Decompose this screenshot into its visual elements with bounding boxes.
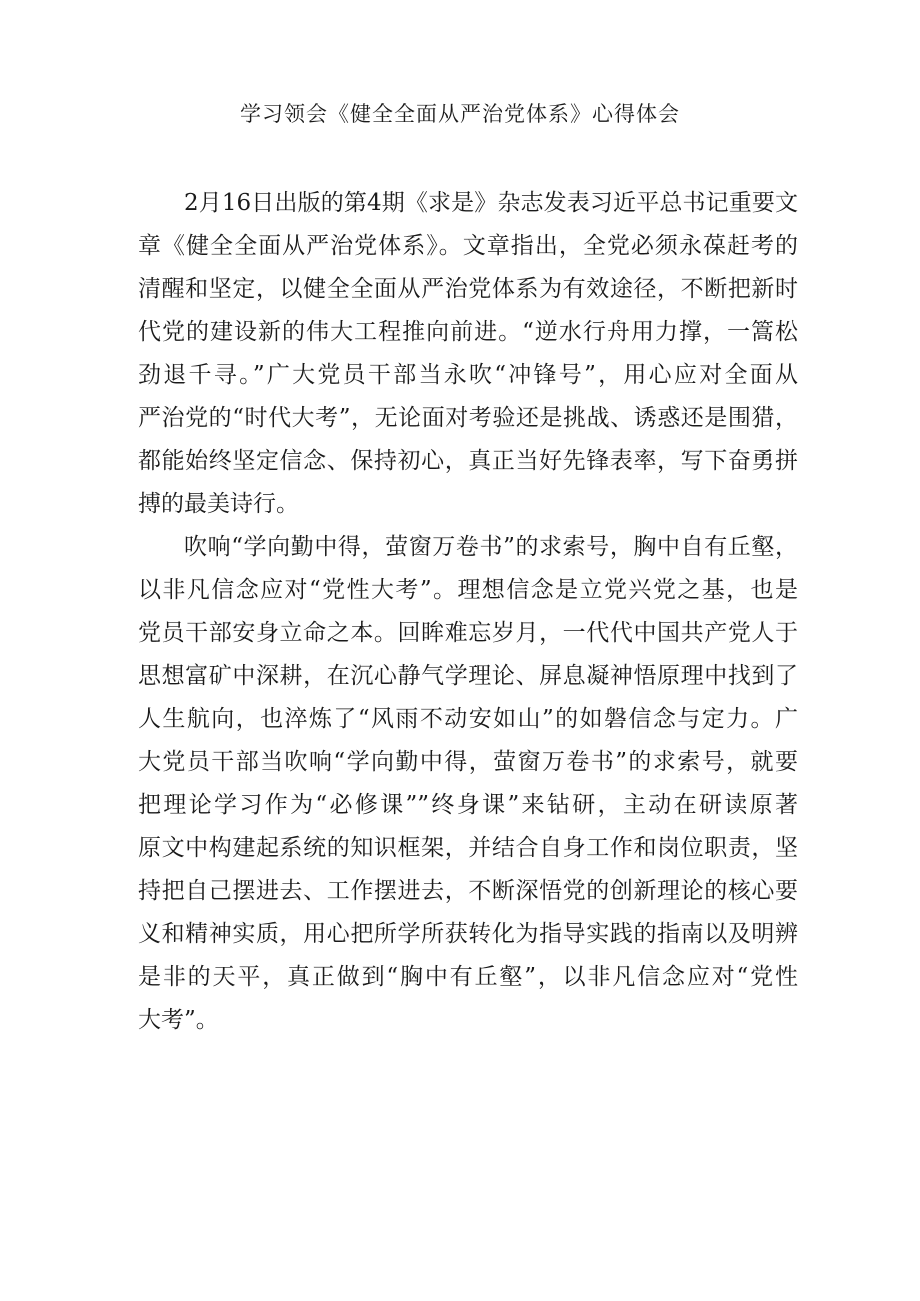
text-line: 以非凡信念应对“党性大考”。理想信念是立党兴党之基，也是 <box>138 577 798 603</box>
text-line: 原文中构建起系统的知识框架，并结合自身工作和岗位职责，坚 <box>138 835 798 861</box>
text-line: 都能始终坚定信念、保持初心，真正当好先锋表率，写下奋勇拼 <box>138 448 798 474</box>
text-line: 是非的天平，真正做到“胸中有丘壑”，以非凡信念应对“党性 <box>138 964 798 990</box>
text-line: 大考”。 <box>138 1007 219 1033</box>
text-line: 吹响“学向勤中得，萤窗万卷书”的求索号，胸中自有丘壑， <box>184 534 798 560</box>
text-line: 代党的建设新的伟大工程推向前进。“逆水行舟用力撑，一篙松 <box>138 319 798 345</box>
paragraph-1 <box>138 182 798 526</box>
text-line: 严治党的“时代大考”，无论面对考验还是挑战、诱惑还是围猎， <box>138 405 798 431</box>
text-line: 劲退千寻。”广大党员干部当永吹“冲锋号”，用心应对全面从 <box>138 362 798 388</box>
text-line: 党员干部安身立命之本。回眸难忘岁月，一代代中国共产党人于 <box>138 620 798 646</box>
text-line: 人生航向，也淬炼了“风雨不动安如山”的如磐信念与定力。广 <box>138 706 798 732</box>
text-line: 搏的最美诗行。 <box>138 491 299 517</box>
text-line: 大党员干部当吹响“学向勤中得，萤窗万卷书”的求索号，就要 <box>138 749 798 775</box>
text-line: 清醒和坚定，以健全全面从严治党体系为有效途径，不断把新时 <box>138 276 798 302</box>
document-title: 学习领会《健全全面从严治党体系》心得体会 <box>240 102 680 126</box>
text-line: 思想富矿中深耕，在沉心静气学理论、屏息凝神悟原理中找到了 <box>138 663 798 689</box>
text-line: 2月16日出版的第4期《求是》杂志发表习近平总书记重要文 <box>184 190 798 216</box>
text-line: 把理论学习作为“必修课””终身课”来钻研，主动在研读原著 <box>138 792 798 818</box>
paragraph-2 <box>138 526 798 1042</box>
text-line: 持把自己摆进去、工作摆进去，不断深悟党的创新理论的核心要 <box>138 878 798 904</box>
text-line: 义和精神实质，用心把所学所获转化为指导实践的指南以及明辨 <box>138 921 798 947</box>
document-body <box>138 182 798 1042</box>
text-line: 章《健全全面从严治党体系》。文章指出，全党必须永葆赶考的 <box>138 233 798 259</box>
